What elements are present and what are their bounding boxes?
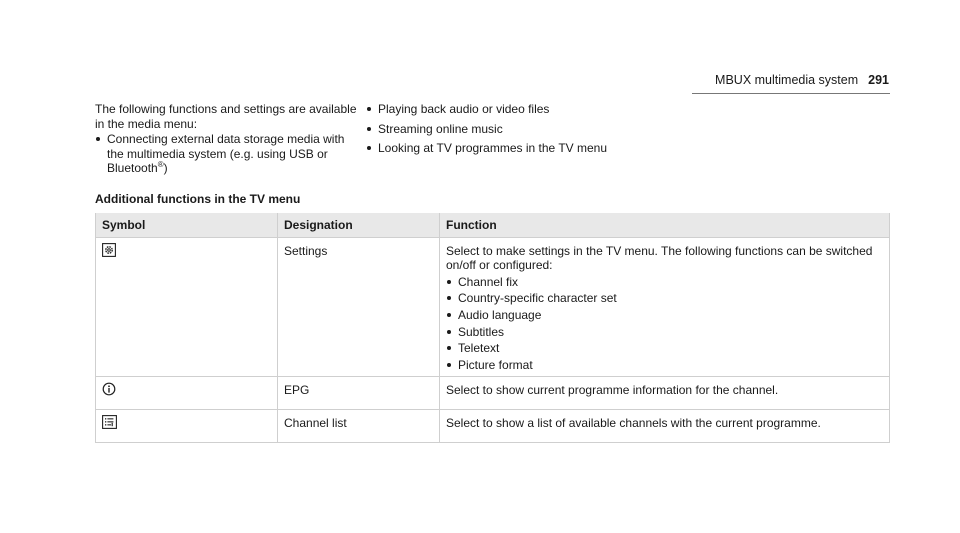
function-description: Select to make settings in the TV menu. The following functions can be switched on/off or configured: <box>446 244 873 272</box>
column-header-symbol: Symbol <box>96 213 278 238</box>
designation-epg: EPG <box>278 377 440 410</box>
function-description: Select to show a list of available channels with the current programme. <box>440 410 890 443</box>
table-header-row <box>96 213 890 238</box>
page-header <box>715 73 889 87</box>
column-header-function: Function <box>440 213 890 238</box>
page-number: 291 <box>868 73 889 87</box>
table-row <box>96 410 890 443</box>
designation-settings: Settings <box>278 238 440 377</box>
header-title: MBUX multimedia system <box>715 73 859 87</box>
header-rule <box>692 93 890 94</box>
list-item: Streaming online music <box>366 122 607 137</box>
list-item: Audio language <box>446 308 883 322</box>
column-header-designation: Designation <box>278 213 440 238</box>
list-item: Playing back audio or video files <box>366 102 607 117</box>
intro-column <box>95 102 360 176</box>
info-icon <box>102 382 116 399</box>
registered-mark: ® <box>157 160 164 169</box>
media-functions-list <box>366 102 607 161</box>
list-item: Connecting external data storage media with the multimedia system (e.g. using USB or Bluetooth®) <box>95 132 360 176</box>
tv-functions-table <box>95 213 890 443</box>
list-item: Country-specific character set <box>446 291 883 305</box>
section-title: Additional functions in the TV menu <box>95 192 301 206</box>
list-item: Teletext <box>446 341 883 355</box>
settings-gear-icon <box>102 243 116 260</box>
settings-options-list <box>446 275 883 372</box>
channel-list-icon <box>102 415 117 432</box>
list-item: Picture format <box>446 358 883 372</box>
function-description: Select to show current programme information for the channel. <box>440 377 890 410</box>
list-item: Channel fix <box>446 275 883 289</box>
intro-paragraph: The following functions and settings are available in the media menu: <box>95 102 357 131</box>
designation-channel-list: Channel list <box>278 410 440 443</box>
list-item: Subtitles <box>446 325 883 339</box>
table-row <box>96 238 890 377</box>
list-item: Looking at TV programmes in the TV menu <box>366 141 607 156</box>
intro-list <box>95 132 360 176</box>
table-row <box>96 377 890 410</box>
